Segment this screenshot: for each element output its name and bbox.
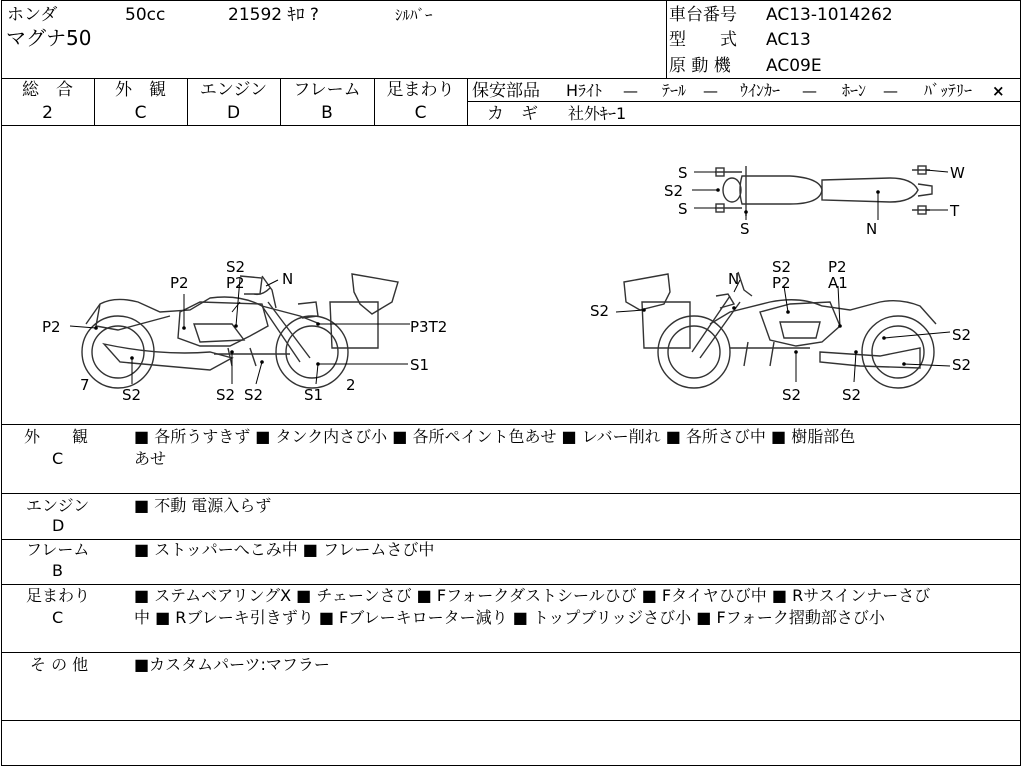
comment-exterior-grade: C [52,449,64,468]
right-mark-s2-wheel: S2 [952,356,972,374]
right-mark-a1: A1 [828,274,848,292]
comment-frame-text: ■ ストッパーへこみ中 ■ フレームさび中 [134,540,435,559]
left-mark-7: 7 [80,376,90,394]
comment-frame-grade: B [52,561,63,580]
top-mark-t: T [950,202,960,220]
safety-battery: ﾊﾞｯﾃﾘｰ [924,81,973,100]
safety-headlight: Hﾗｲﾄ [566,81,603,100]
comment-engine-grade: D [52,516,65,535]
left-mark-s2-engine: S2 [216,386,236,404]
top-mark-n: N [866,220,878,238]
type-label: 型 式 [669,30,737,50]
top-mark-w: W [950,164,965,182]
left-mark-s2-top: S2 [226,258,246,276]
safety-winker-mark: — [802,82,817,100]
comment-suspension-text: ■ ステムベアリングX ■ チェーンさび ■ Fフォークダストシールひび ■ Fタイヤひび中 ■ Rサスインナーさび [134,586,931,605]
comment-exterior-text: ■ 各所うすきず ■ タンク内さび小 ■ 各所ペイント色あせ ■ レバー削れ ■ 各所さび中 ■ 樹脂部色 [134,427,856,446]
left-mark-2: 2 [346,376,356,394]
frame-no-label: 車台番号 [669,5,737,25]
left-mark-p2-tank: P2 [170,274,189,292]
comment-engine-label: エンジン [26,496,90,515]
comment-other-label: そ の 他 [30,655,89,674]
top-mark-s3: S [678,200,688,218]
grade-engine-value: D [226,103,241,123]
right-mark-s2-engine: S2 [782,386,802,404]
safety-taillight: ﾃｰﾙ [662,81,687,100]
frame-no: AC13-1014262 [766,5,893,25]
comment-exterior-label: 外 観 [24,427,89,446]
comment-other-text: ■カスタムパーツ:マフラー [134,655,330,674]
comment-exterior-text2: あせ [134,449,167,468]
color: ｼﾙﾊﾞｰ [395,6,433,24]
left-mark-p2-rear: P2 [42,318,61,336]
maker: ホンダ [7,5,58,25]
grade-suspension-label: 足まわり [386,80,455,100]
left-mark-p2-frame: P2 [226,274,245,292]
grade-total-label: 総 合 [22,80,73,100]
grade-total-value: 2 [42,103,53,123]
safety-battery-mark: × [992,82,1005,100]
comment-frame-label: フレーム [26,540,90,559]
grade-frame-label: フレーム [293,80,361,100]
right-mark-s2-ex: S2 [842,386,862,404]
safety-winker: ｳｲﾝｶｰ [740,81,781,100]
left-mark-s2-ex: S2 [244,386,264,404]
safety-horn: ﾎｰﾝ [842,81,867,100]
displacement: 50cc [125,5,166,25]
safety-headlight-mark: — [623,82,638,100]
grade-frame-value: B [321,103,333,123]
safety-taillight-mark: — [703,82,718,100]
grade-exterior-label: 外 観 [115,80,166,100]
comment-suspension-label: 足まわり [26,586,91,605]
top-mark-s4: S [740,220,750,238]
comment-suspension-text2: 中 ■ Rブレーキ引きずり ■ Fブレーキローター減り ■ トップブリッジさび小 ■ Fフォーク摺動部さび小 [134,608,885,627]
safety-label: 保安部品 [472,81,540,101]
damage-diagram [0,126,1024,424]
model-name: マグナ50 [6,26,92,50]
mileage: 21592 ｷﾛ ? [228,5,319,25]
top-mark-s1: S [678,164,688,182]
left-mark-s1-front: S1 [304,386,324,404]
safety-horn-mark: — [883,82,898,100]
left-mark-n: N [282,270,294,288]
top-mark-s2: S2 [664,182,684,200]
type-value: AC13 [766,30,811,50]
grade-exterior-value: C [134,103,147,123]
right-mark-p2: P2 [772,274,791,292]
right-mark-s2-top: S2 [772,258,792,276]
engine-value: AC09E [766,56,822,76]
left-mark-s1-fork: S1 [410,356,430,374]
key-label: カ ギ [487,104,538,124]
header-divider [666,0,667,78]
right-mark-n: N [728,270,740,288]
bike-top-view [716,166,932,216]
key-value: 社外ｷｰ1 [568,104,627,123]
grade-suspension-value: C [414,103,427,123]
right-mark-p2-top: P2 [828,258,847,276]
left-mark-s2-muffler: S2 [122,386,142,404]
right-mark-s2-rear: S2 [952,326,972,344]
right-mark-s2-box: S2 [590,302,610,320]
engine-label: 原 動 機 [669,56,731,76]
comment-engine-text: ■ 不動 電源入らず [134,496,272,515]
left-mark-p3t2: P3T2 [410,318,448,336]
grade-engine-label: エンジン [199,80,268,100]
comment-suspension-grade: C [52,608,64,627]
